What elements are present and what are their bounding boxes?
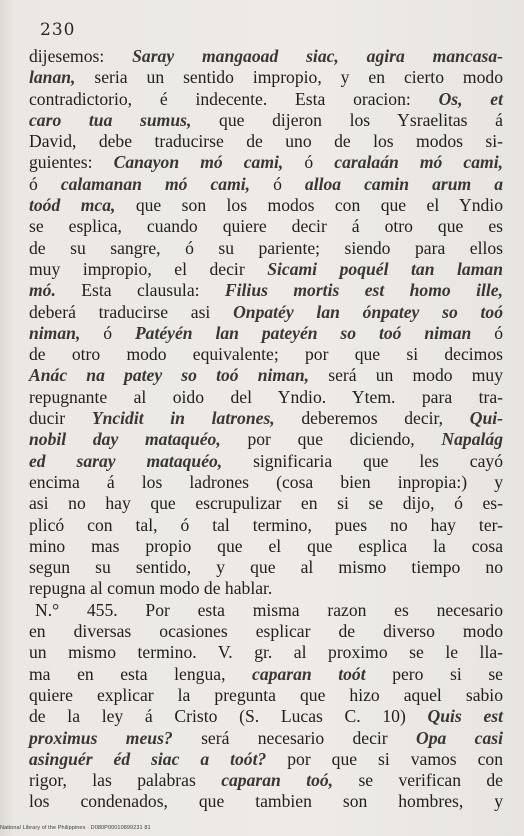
text-line xyxy=(29,131,503,152)
italic-phrase: caralaán mó cami, xyxy=(334,152,504,173)
italic-phrase: Quis est xyxy=(427,706,503,727)
text-line xyxy=(29,706,503,727)
text-line xyxy=(29,408,503,429)
text-run: que son los modos con que el Yndio xyxy=(115,195,503,216)
text-line xyxy=(29,578,503,599)
text-run: un mismo termino. V. gr. al proximo se le lla- xyxy=(29,642,503,663)
text-run: N.° 455. Por esta misma razon es necesario xyxy=(35,599,503,620)
text-line xyxy=(29,515,503,536)
text-line xyxy=(29,387,503,408)
text-run: ó xyxy=(471,322,503,343)
text-line xyxy=(29,429,503,450)
italic-phrase: Canayon mó cami, xyxy=(113,152,284,173)
italic-phrase: toód mca, xyxy=(29,195,116,216)
text-run: ducir xyxy=(29,408,92,429)
text-line xyxy=(29,280,503,301)
text-line xyxy=(29,238,503,259)
italic-phrase: niman, xyxy=(29,322,81,343)
text-run: deberemos decir, xyxy=(274,408,470,429)
text-line xyxy=(29,621,503,642)
text-run: de la ley á Cristo (S. Lucas C. 10) xyxy=(29,706,428,727)
italic-phrase: Onpatéy lan ónpatey so toó xyxy=(233,301,503,322)
text-run: David, debe traducirse de uno de los modos si- xyxy=(29,131,503,152)
italic-phrase: Os, et xyxy=(438,88,503,109)
italic-phrase: ed saray mataquéo, xyxy=(29,450,223,471)
italic-phrase: caparan toót xyxy=(252,663,366,684)
text-run: dijesemos: xyxy=(29,46,133,66)
text-run: será necesario decir xyxy=(172,727,417,748)
text-line xyxy=(29,259,503,280)
text-run: asi no hay que escrupulizar en si se dijo, ó es- xyxy=(29,493,503,514)
text-line xyxy=(29,728,503,749)
text-line xyxy=(29,749,503,770)
italic-phrase: mó. xyxy=(29,280,56,301)
text-run: deberá traducirse asi xyxy=(29,301,234,322)
text-run: Esta clausula: xyxy=(55,280,225,301)
text-line xyxy=(29,46,503,67)
text-line xyxy=(29,600,503,621)
text-run: significaria que les cayó xyxy=(222,450,503,471)
italic-phrase: Qui- xyxy=(469,408,503,429)
italic-phrase: alloa camin arum a xyxy=(304,173,503,194)
text-line xyxy=(29,195,503,216)
text-line xyxy=(29,67,503,88)
italic-phrase: asinguér éd siac a toót? xyxy=(29,748,267,769)
text-run: mino mas propio que el que esplica la cosa xyxy=(29,535,503,556)
body-text xyxy=(29,46,503,813)
text-line xyxy=(29,110,503,131)
text-line xyxy=(29,216,503,237)
text-run: pero si se xyxy=(365,663,503,684)
text-run: repugna al comun modo de hablar. xyxy=(29,578,273,599)
text-run: que dijeron los Ysraelitas á xyxy=(191,109,503,130)
text-line xyxy=(29,323,503,344)
text-run: será un modo muy xyxy=(309,365,503,386)
text-run: ó xyxy=(80,322,135,343)
text-run: ó xyxy=(250,173,305,194)
italic-phrase: Opa casi xyxy=(416,727,503,748)
text-run: plicó con tal, ó tal termino, pues no hay ter- xyxy=(29,514,503,535)
text-line xyxy=(29,685,503,706)
text-run: de su sangre, ó su pariente; siendo para ellos xyxy=(29,237,503,258)
italic-phrase: calamanan mó cami, xyxy=(60,173,251,194)
text-line xyxy=(29,365,503,386)
text-run: ó xyxy=(283,152,335,173)
text-line xyxy=(29,664,503,685)
text-line xyxy=(29,770,503,791)
italic-phrase: caparan toó, xyxy=(221,770,334,791)
text-run: seria un sentido impropio, y en cierto modo xyxy=(75,67,503,88)
text-line xyxy=(29,152,503,173)
text-line xyxy=(29,557,503,578)
italic-phrase: Anác na patey so toó niman, xyxy=(29,365,310,386)
text-run: en diversas ocasiones esplicar de diverso modo xyxy=(29,621,503,642)
text-run: quiere explicar la pregunta que hizo aquel sabio xyxy=(29,684,503,705)
text-run: repugnante al oido del Yndio. Ytem. para tra- xyxy=(29,386,503,407)
text-run: por que diciendo, xyxy=(220,429,442,450)
text-run: de otro modo equivalente; por que si decimos xyxy=(29,344,503,365)
italic-phrase: caro tua sumus, xyxy=(29,109,192,130)
text-run: ma en esta lengua, xyxy=(29,663,253,684)
text-run: ó xyxy=(29,173,61,194)
text-line xyxy=(29,451,503,472)
text-run: contradictorio, é indecente. Esta oracion: xyxy=(29,88,439,109)
text-line xyxy=(29,642,503,663)
text-run: se verifican de xyxy=(333,770,503,791)
text-run: muy impropio, el decir xyxy=(29,258,268,279)
italic-phrase: Patéyén lan pateyén so toó niman xyxy=(134,322,472,343)
italic-phrase: Sicami poquél tan laman xyxy=(267,258,503,279)
text-line xyxy=(29,344,503,365)
text-line xyxy=(29,536,503,557)
text-run: encima á los ladrones (cosa bien inpropia:) y xyxy=(29,471,503,492)
footer-caption: National Library of the Philippines · D080P00010899231 81 xyxy=(0,825,151,831)
italic-phrase: lanan, xyxy=(29,67,76,88)
italic-phrase: Filius mortis est homo ille, xyxy=(224,280,503,301)
text-run: rigor, las palabras xyxy=(29,770,222,791)
text-line xyxy=(29,89,503,110)
text-run: se esplica, cuando quiere decir á otro que es xyxy=(29,216,503,237)
text-run: guientes: xyxy=(29,152,114,173)
text-line xyxy=(29,493,503,514)
text-run: los condenados, que tambien son hombres, y xyxy=(29,791,503,812)
italic-phrase: Napalág xyxy=(441,429,503,450)
italic-phrase: nobil day mataquéo, xyxy=(29,429,221,450)
page-number: 230 xyxy=(40,20,76,40)
italic-phrase: Yncidit in latrones, xyxy=(91,408,275,429)
italic-phrase: proximus meus? xyxy=(29,727,173,748)
text-line xyxy=(29,174,503,195)
text-line xyxy=(29,791,503,812)
text-line xyxy=(29,302,503,323)
italic-phrase: Saray mangaoad siac, agira mancasa- xyxy=(132,46,504,66)
text-run: por que si vamos con xyxy=(266,748,504,769)
text-run: segun su sentido, y que al mismo tiempo no xyxy=(29,557,503,578)
text-line xyxy=(29,472,503,493)
